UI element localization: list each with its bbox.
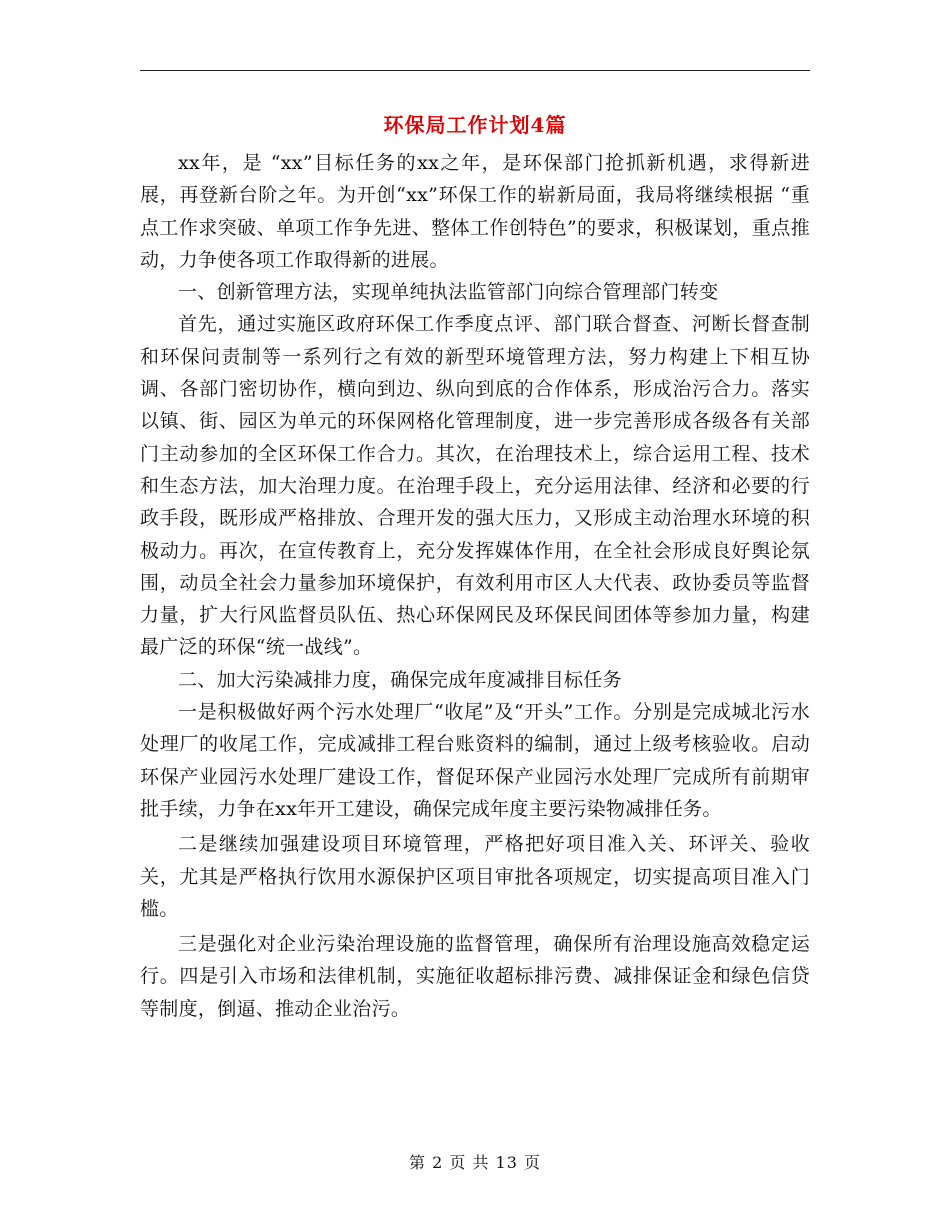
paragraph-item-3: 三是强化对企业污染治理设施的监督管理，确保所有治理设施高效稳定运行。四是引入市场和法律机制，实施征收超标排污费、减排保证金和绿色信贷等制度，倒逼、推动企业治污。 (140, 933, 810, 1020)
paragraph-intro: xx年，是 “xx”目标任务的xx之年，是环保部门抢抓新机遇，求得新进展，再登新台阶之年。为开创“xx”环保工作的崭新局面，我局将继续根据 “重点工作求突破、单项工作争先进、整体工作创特色”的要求，积极谋划，重点推动，力争使各项工作取得新的进展。 (140, 152, 810, 271)
page-title: 环保局工作计划4篇 (383, 113, 567, 137)
page-footer: 第 2 页 共 13 页 (409, 1153, 541, 1172)
header-rule (140, 70, 810, 71)
paragraph-item-2: 二是继续加强建设项目环境管理，严格把好项目准入关、环评关、验收关，尤其是严格执行饮用水源保护区项目审批各项规定，切实提高项目准入门槛。 (140, 833, 810, 920)
paragraph-section-1: 首先，通过实施区政府环保工作季度点评、部门联合督查、河断长督查制和环保问责制等一系列行之有效的新型环境管理方法，努力构建上下相互协调、各部门密切协作，横向到边、纵向到底的合作体系，形成治污合力。落实以镇、街、园区为单元的环保网格化管理制度，进一步完善形成各级各有关部门主动参加的全区环保工作合力。其次，在治理技术上，综合运用工程、技术和生态方法，加大治理力度。在治理手段上，充分运用法律、经济和必要的行政手段，既形成严格排放、合理开发的强大压力，又形成主动治理水环境的积极动力。再次，在宣传教育上，充分发挥媒体作用，在全社会形成良好舆论氛围，动员全社会力量参加环境保护，有效利用市区人大代表、政协委员等监督力量，扩大行风监督员队伍、热心环保网民及环保民间团体等参加力量，构建最广泛的环保“统一战线”。 (140, 313, 810, 659)
document-body (140, 147, 810, 1025)
section-heading-2: 二、加大污染减排力度，确保完成年度减排目标任务 (178, 668, 622, 691)
section-heading-1: 一、创新管理方法，实现单纯执法监管部门向综合管理部门转变 (178, 281, 719, 304)
paragraph-item-1: 一是积极做好两个污水处理厂“收尾”及“开头”工作。分别是完成城北污水处理厂的收尾工作，完成减排工程台账资料的编制，通过上级考核验收。启动环保产业园污水处理厂建设工作，督促环保产业园污水处理厂完成所有前期审批手续，力争在xx年开工建设，确保完成年度主要污染物减排任务。 (140, 701, 810, 820)
